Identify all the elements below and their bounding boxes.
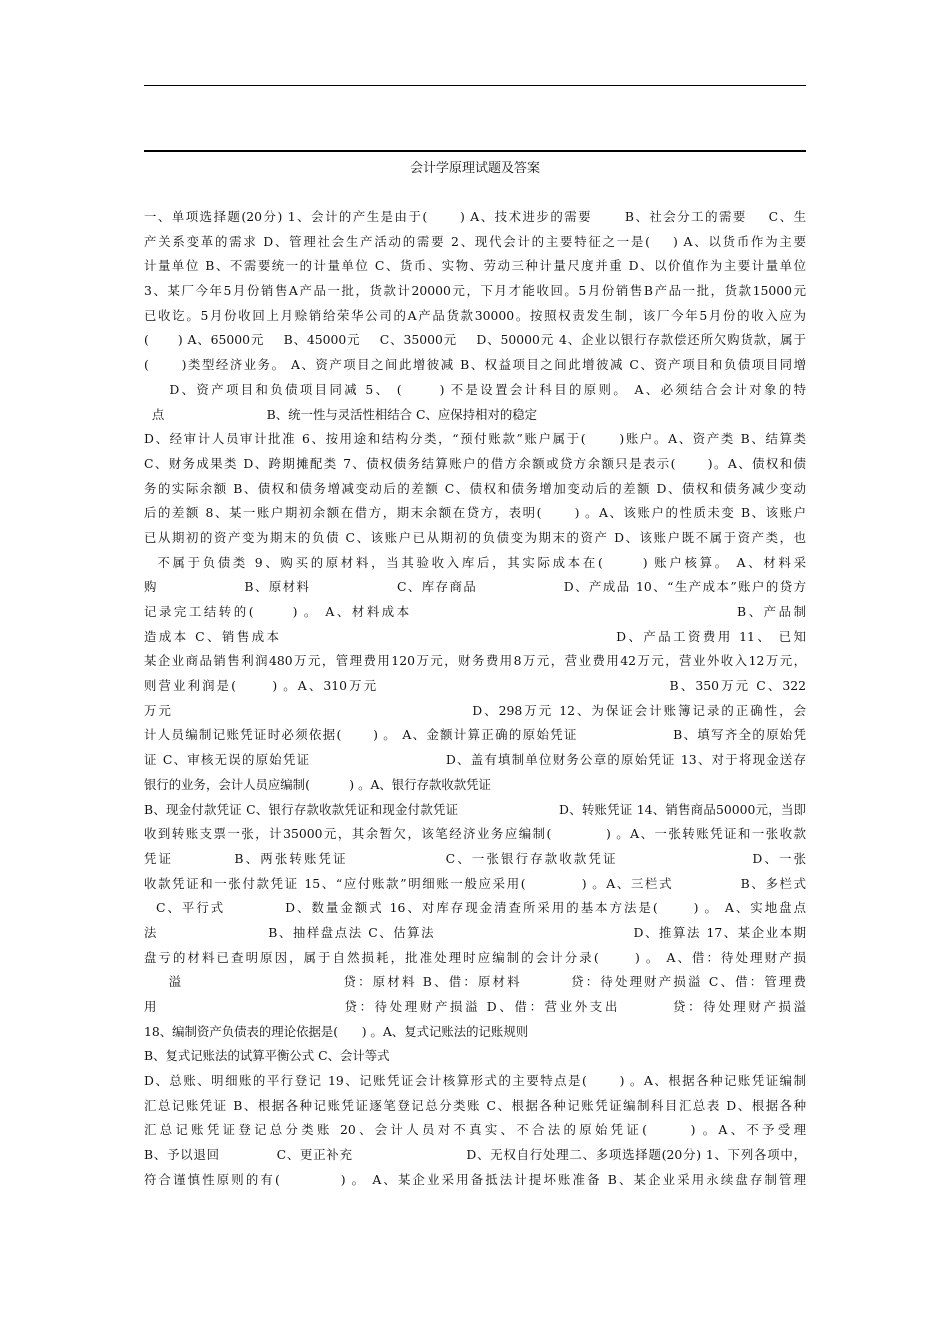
body-line: D、总账、明细账的平行登记 19、记账凭证会计核算形式的主要特点是( ) 。A、根据各种记账凭证编制 (144, 1073, 806, 1089)
document-body (144, 205, 806, 1193)
body-line: 收款凭证和一张付款凭证 15、“应付账款”明细账一般应采用( ) 。A、三栏式 B、多栏式 (144, 875, 806, 891)
body-line: 一、单项选择题(20分) 1、会计的产生是由于( ) A、技术进步的需要 B、社会分工的需要 C、生 (144, 209, 806, 224)
body-line: 18、编制资产负债表的理论依据是( ) 。A、复式记账法的记账规则 (144, 1023, 529, 1039)
body-line: 已从期初的资产变为期末的负债 C、该账户已从期初的负债变为期末的资产 D、该账户既不属于资产类，也 (144, 529, 806, 545)
body-line: 万元 D、298万元 12、为保证会计账簿记录的正确性，会 (144, 702, 806, 718)
body-line: 汇总记账凭证 B、根据各种记账凭证逐笔登记总分类账 C、根据各种记账凭证编制科目汇总表 D、根据各种 (144, 1097, 806, 1113)
body-line: D、经审计人员审计批准 6、按用途和结构分类，“预付账款”账户属于( )账户。A、资产类 B、结算类 (144, 431, 806, 447)
body-line: 法 B、抽样盘点法 C、估算法 D、推算法 17、某企业本期 (144, 924, 806, 940)
body-line: 汇总记账凭证登记总分类账 20、会计人员对不真实、不合法的原始凭证( ) 。A、不予受理 (144, 1122, 806, 1138)
body-line: 某企业商品销售利润480万元，管理费用120万元，财务费用8万元，营业费用42万元，营业外收入12万元， (144, 653, 806, 669)
body-line: 点 B、统一性与灵活性相结合 C、应保持相对的稳定 (144, 406, 538, 422)
body-line: 造成本 C、销售成本 D、产品工资费用 11、 已知 (144, 628, 806, 644)
body-line: B、予以退回 C、更正补充 D、无权自行处理二、多项选择题(20分) 1、下列各项中， (144, 1147, 806, 1163)
body-line: 记录完工结转的( ) 。 A、材料成本 B、产品制 (144, 604, 806, 619)
body-line: 购 B、原材料 C、库存商品 D、产成品 10、“生产成本”账户的贷方 (144, 579, 806, 595)
header-rule (144, 150, 806, 152)
body-line: ( )类型经济业务。 A、资产项目之间此增彼减 B、权益项目之间此增彼减 C、资产项目和负债项目同增 (144, 357, 806, 373)
body-line: 不属于负债类 9、购买的原材料，当其验收入库后，其实际成本在( ) 账户核算。 A、材料采 (144, 554, 806, 570)
body-line: 银行的业务，会计人员应编制( ) 。A、银行存款收款凭证 (144, 776, 491, 792)
body-line: 计量单位 B、不需要统一的计量单位 C、货币、实物、劳动三种计量尺度并重 D、以价值作为主要计量单位 (144, 258, 806, 274)
body-line: 盘亏的材料已查明原因，属于自然损耗，批准处理时应编制的会计分录( ) 。 A、借：待处理财产损 (144, 949, 806, 965)
body-line: 产关系变革的需求 D、管理社会生产活动的需要 2、现代会计的主要特征之一是( ) A、以货币作为主要 (144, 233, 806, 249)
top-rule (144, 85, 806, 86)
body-line: 务的实际余额 B、债权和债务增减变动后的差额 C、债权和债务增加变动后的差额 D、债权和债务减少变动 (144, 480, 806, 496)
body-line: 3、某厂今年5月份销售A产品一批，货款计20000元，下月才能收回。5月份销售B产品一批，货款15000元 (144, 283, 806, 299)
body-line: 后的差额 8、某一账户期初余额在借方，期末余额在贷方，表明( ) 。A、该账户的性质未变 B、该账户 (144, 505, 806, 521)
body-line: 收到转账支票一张，计35000元，其余暂欠，该笔经济业务应编制( ) 。A、一张转账凭证和一张收款 (144, 826, 806, 842)
body-line: 计人员编制记账凭证时必须依据( ) 。 A、金额计算正确的原始凭证 B、填写齐全的原始凭 (144, 727, 806, 743)
document-title: 会计学原理试题及答案 (409, 161, 540, 176)
body-line: C、财务成果类 D、跨期摊配类 7、债权债务结算账户的借方余额或贷方余额只是表示( )。A、债权和债 (144, 455, 806, 471)
body-line: B、现金付款凭证 C、银行存款收款凭证和现金付款凭证 D、转账凭证 14、销售商品50000元，当即 (144, 801, 806, 817)
body-line: 符合谨慎性原则的有( ) 。 A、某企业采用备抵法计提坏账准备 B、某企业采用永续盘存制管理 (144, 1171, 806, 1187)
body-line: ( ) A、65000元 B、45000元 C、35000元 D、50000元 4、企业以银行存款偿还所欠购货款，属于 (144, 332, 806, 348)
body-line: D、资产项目和负债项目同减 5、 ( ) 不是设置会计科目的原则。 A、必须结合会计对象的特 (144, 381, 806, 397)
body-line: C、平行式 D、数量金额式 16、对库存现金清查所采用的基本方法是( ) 。 A、实地盘点 (144, 900, 806, 916)
body-line: 用 贷：待处理财产损溢 D、借：营业外支出 贷：待处理财产损溢 (144, 999, 806, 1014)
body-line: 已收讫。5月份收回上月赊销给荣华公司的A产品货款30000。按照权责发生制，该厂今年5月份的收入应为 (144, 307, 806, 323)
body-line: 证 C、审核无误的原始凭证 D、盖有填制单位财务公章的原始凭证 13、对于将现金送存 (144, 752, 806, 768)
body-line: 凭证 B、两张转账凭证 C、一张银行存款收款凭证 D、一张 (144, 850, 806, 866)
body-line: 溢 贷：原材料 B、借：原材料 贷：待处理财产损溢 C、借：管理费 (144, 974, 806, 990)
body-line: 则营业利润是( ) 。A、310万元 B、350万元 C、322 (144, 678, 806, 694)
body-line: B、复式记账法的试算平衡公式 C、会计等式 (144, 1048, 390, 1064)
